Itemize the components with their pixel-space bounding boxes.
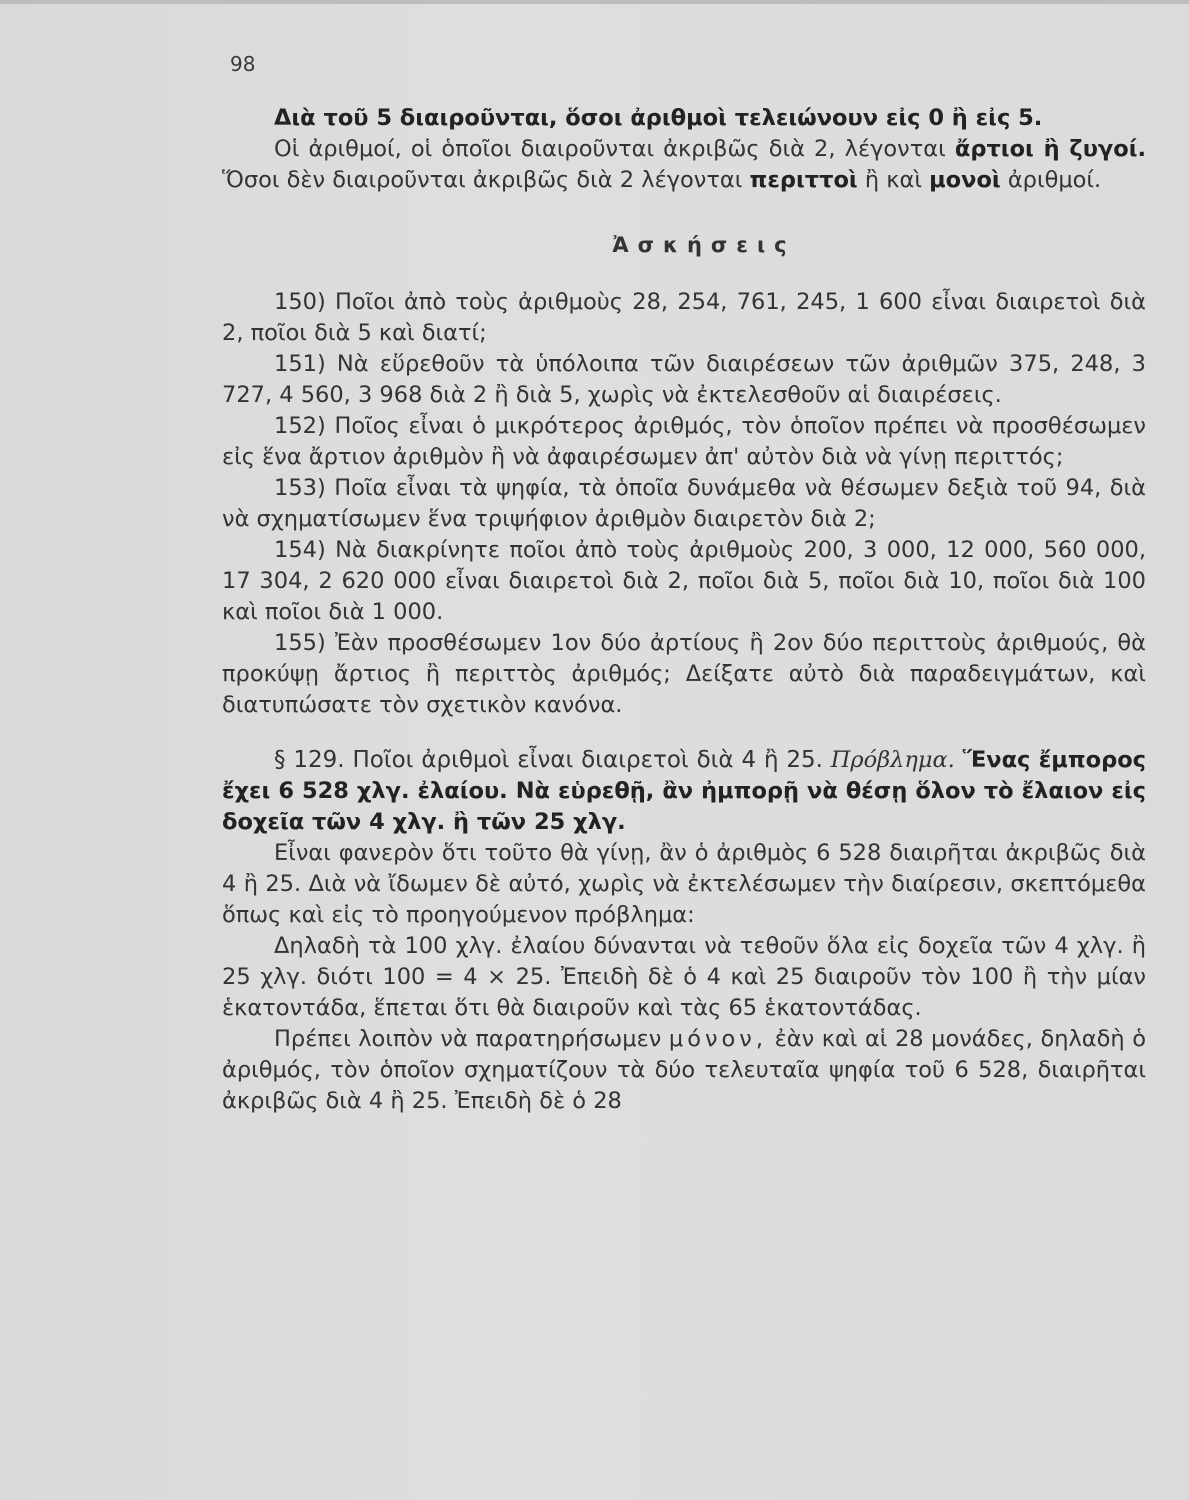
section-paragraph-2: Δηλαδὴ τὰ 100 χλγ. ἐλαίου δύνανται νὰ τεθοῦν ὅλα εἰς δοχεῖα τῶν 4 χλγ. ἢ 25 χλγ. διότι 100 = 4 × 25. Ἐπειδὴ δὲ ὁ 4 καὶ 25 διαιροῦν τὸν 100 ἢ τὴν μίαν ἑκατοντάδα, ἕπεται ὅτι θὰ διαιροῦν καὶ τὰς 65 ἑκατοντάδας. <box>222 933 1146 1021</box>
odd-term: περιττοὶ <box>749 167 858 193</box>
problem-label: Πρόβλημα. <box>830 747 955 773</box>
exercise-153: 153) Ποῖα εἶναι τὰ ψηφία, τὰ ὁποῖα δυνάμεθα νὰ θέσωμεν δεξιὰ τοῦ 94, διὰ νὰ σχηματίσωμεν ἕνα τριψήφιον ἀριθμὸν διαιρετὸν διὰ 2; <box>222 475 1146 532</box>
exercise-152: 152) Ποῖος εἶναι ὁ μικρότερος ἀριθμός, τὸν ὁποῖον πρέπει νὰ προσθέσωμεν εἰς ἕνα ἄρτιον ἀριθμὸν ἢ νὰ ἀφαιρέσωμεν ἀπ' αὐτὸν διὰ νὰ γίνῃ περιττός; <box>222 413 1146 470</box>
problem-text: Ἕνας ἔμπορος ἔχει 6 528 χλγ. ἐλαίου. Νὰ εὑρεθῇ, ἂν ἠμπορῇ νὰ θέσῃ ὅλον τὸ ἔλαιον εἰς δοχεῖα τῶν 4 χλγ. ἢ τῶν 25 χλγ. <box>222 747 1146 835</box>
paragraph-3-end: ἐὰν καὶ αἱ 28 μονάδες, δηλαδὴ ὁ ἀριθμός, τὸν ὁποῖον σχηματίζουν τὰ δύο τελευταῖα ψηφία τοῦ 6 528, διαιρῆται ἀκριβῶς διὰ 4 ἢ 25. Ἐπειδὴ δὲ ὁ 28 <box>222 1026 1146 1114</box>
exercises-heading: Ἀσκήσεις <box>612 233 796 257</box>
exercise-150: 150) Ποῖοι ἀπὸ τοὺς ἀριθμοὺς 28, 254, 761, 245, 1 600 εἶναι διαιρετοὶ διὰ 2, ποῖοι διὰ 5 καὶ διατί; <box>222 289 1146 346</box>
paragraph-3-start: Πρέπει λοιπὸν νὰ παρατηρήσωμεν <box>274 1026 669 1052</box>
odd-definition-end: ἀριθμοί. <box>1000 167 1102 193</box>
even-definition-text: Οἱ ἀριθμοί, οἱ ὁποῖοι διαιροῦνται ἀκριβῶς διὰ 2, λέγονται <box>274 136 955 162</box>
odd-connector: ἢ καὶ <box>857 167 930 193</box>
section-paragraph-3 <box>222 1024 1146 1117</box>
even-term: ἄρτιοι ἢ ζυγοί. <box>954 136 1147 162</box>
rule-divisible-by-5: Διὰ τοῦ 5 διαιροῦνται, ὅσοι ἀριθμοὶ τελειώνουν εἰς 0 ἢ εἰς 5. <box>274 105 1043 131</box>
even-odd-definition <box>222 134 1146 196</box>
page-number: 98 <box>230 52 256 76</box>
section-129 <box>222 745 1146 838</box>
section-paragraph-1: Εἶναι φανερὸν ὅτι τοῦτο θὰ γίνῃ, ἂν ὁ ἀριθμὸς 6 528 διαιρῆται ἀκριβῶς διὰ 4 ἢ 25. Διὰ νὰ ἴδωμεν δὲ αὐτό, χωρὶς νὰ ἐκτελέσωμεν τὴν διαίρεσιν, σκεπτόμεθα ὅπως καὶ εἰς τὸ προηγούμενον πρόβλημα: <box>222 840 1146 928</box>
page-content <box>222 103 1146 1117</box>
exercise-151: 151) Νὰ εὕρεθοῦν τὰ ὑπόλοιπα τῶν διαιρέσεων τῶν ἀριθμῶν 375, 248, 3 727, 4 560, 3 968 διὰ 2 ἢ διὰ 5, χωρὶς νὰ ἐκτελεσθοῦν αἱ διαιρέσεις. <box>222 351 1146 408</box>
odd-term-alt: μονοὶ <box>929 167 1001 193</box>
odd-definition-text: Ὅσοι δὲν διαιροῦνται ἀκριβῶς διὰ 2 λέγονται <box>222 167 750 193</box>
exercise-155: 155) Ἐὰν προσθέσωμεν 1ον δύο ἀρτίους ἢ 2ον δύο περιττοὺς ἀριθμούς, θὰ προκύψῃ ἄρτιος ἢ περιττὸς ἀριθμός; Δείξατε αὐτὸ διὰ παραδειγμάτων, καὶ διατυπώσατε τὸν σχετικὸν κανόνα. <box>222 630 1146 718</box>
emphasized-word: μόνον, <box>668 1026 768 1052</box>
exercise-154: 154) Νὰ διακρίνητε ποῖοι ἀπὸ τοὺς ἀριθμοὺς 200, 3 000, 12 000, 560 000, 17 304, 2 620 000 εἶναι διαιρετοὶ διὰ 2, ποῖοι διὰ 5, ποῖοι διὰ 10, ποῖοι διὰ 100 καὶ ποῖοι διὰ 1 000. <box>222 537 1146 625</box>
section-title: § 129. Ποῖοι ἀριθμοὶ εἶναι διαιρετοὶ διὰ 4 ἢ 25. <box>274 747 823 773</box>
